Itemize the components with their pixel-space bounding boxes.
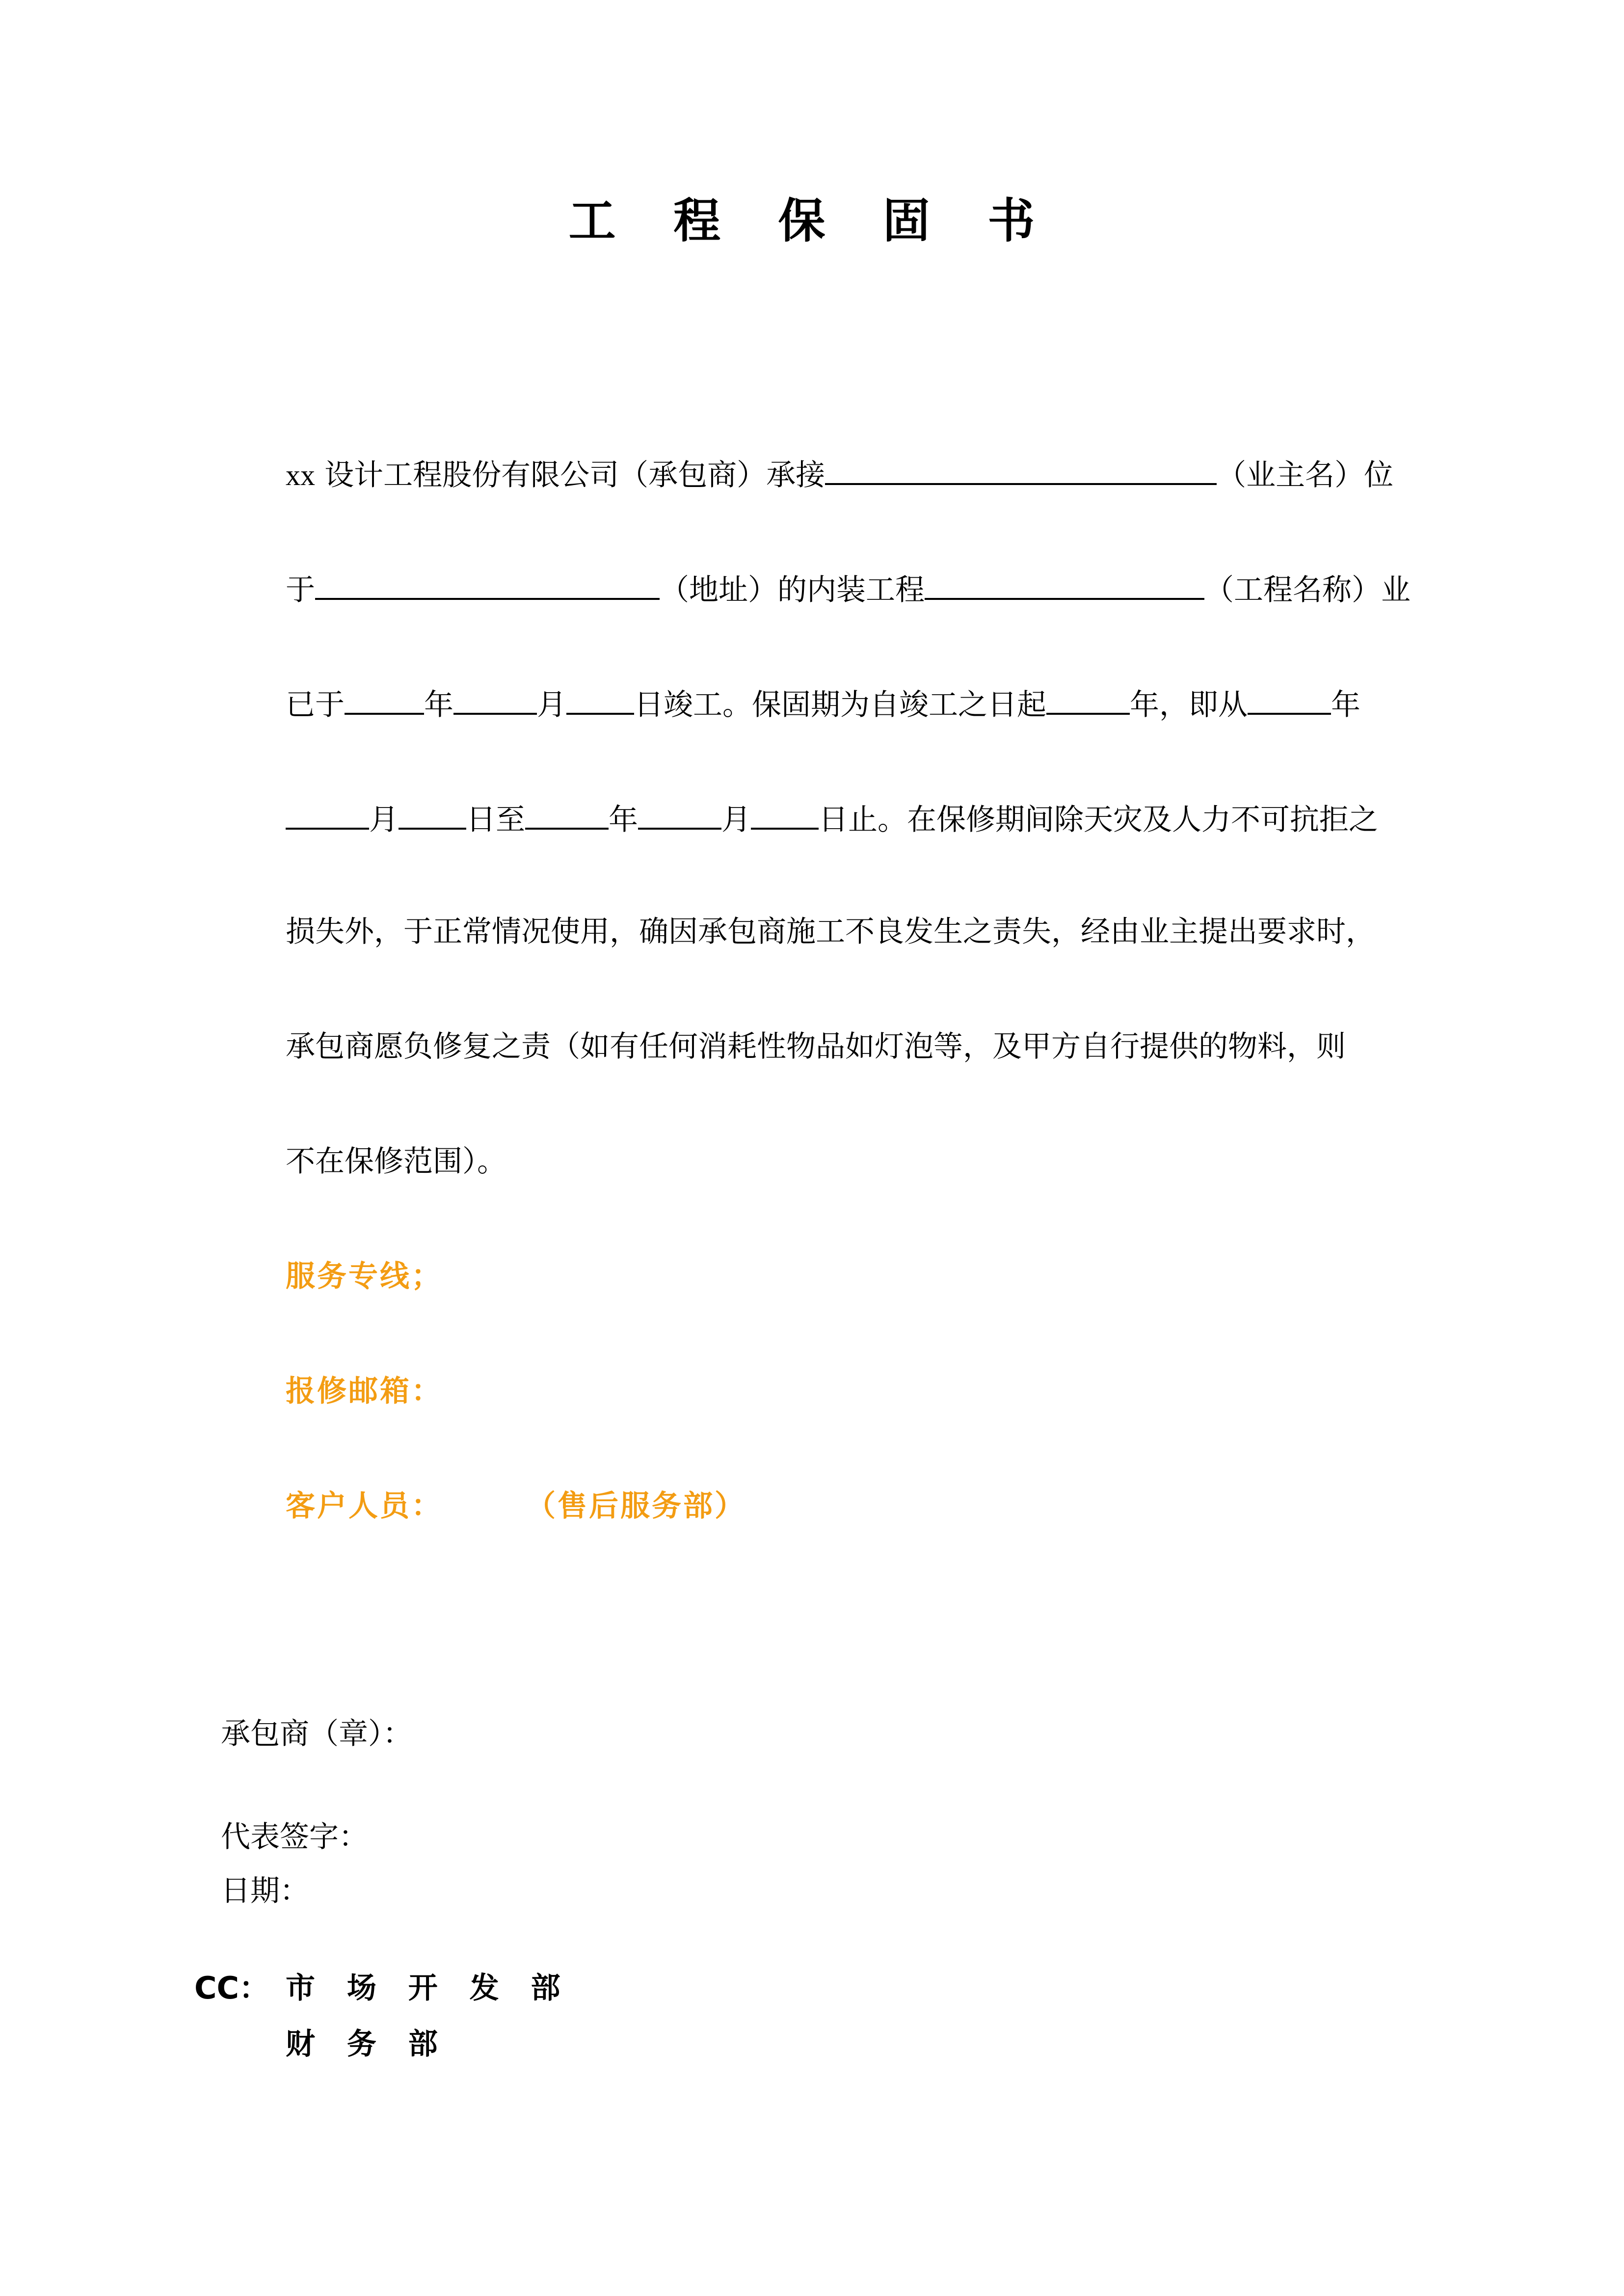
text-fragment: 月 bbox=[721, 803, 751, 837]
paragraph-line-4 bbox=[286, 797, 1378, 839]
paragraph-line-1 bbox=[286, 453, 1393, 495]
company-text: 设计工程股份有限公司（承包商）承接 bbox=[315, 458, 825, 492]
text-fragment: 年 bbox=[424, 688, 453, 722]
paragraph-line-6: 承包商愿负修复之责（如有任何消耗性物品如灯泡等，及甲方自行提供的物料，则 bbox=[286, 1029, 1346, 1064]
text-fragment: 于 bbox=[286, 573, 315, 607]
text-fragment: 日竣工。保固期为自竣工之日起 bbox=[634, 688, 1046, 722]
contractor-seal-label: 承包商（章）： bbox=[221, 1717, 412, 1751]
completion-month-blank bbox=[453, 682, 537, 715]
paragraph-line-2 bbox=[286, 567, 1411, 610]
paragraph-line-5: 损失外，于正常情况使用，确因承包商施工不良发生之责失，经由业主提出要求时， bbox=[286, 915, 1375, 949]
document-title: 工 程 保 固 书 bbox=[568, 193, 1056, 248]
text-fragment: 月 bbox=[369, 803, 399, 837]
paragraph-line-3 bbox=[286, 682, 1360, 725]
cc-label: CC： bbox=[194, 1970, 270, 2006]
representative-signature-label: 代表签字： bbox=[221, 1820, 368, 1854]
end-year-blank bbox=[525, 797, 609, 830]
text-fragment: 日止。在保修期间除天灾及人力不可抗拒之 bbox=[819, 803, 1378, 837]
warranty-years-blank bbox=[1046, 682, 1130, 715]
end-month-blank bbox=[638, 797, 721, 830]
start-month-blank bbox=[286, 797, 369, 830]
start-year-blank bbox=[1248, 682, 1331, 715]
text-fragment: 日至 bbox=[466, 803, 525, 837]
company-prefix: xx bbox=[286, 459, 315, 491]
text-fragment: 年 bbox=[1331, 688, 1360, 722]
owner-name-label: （业主名）位 bbox=[1217, 458, 1394, 492]
project-name-blank bbox=[925, 567, 1204, 600]
text-fragment: 月 bbox=[537, 688, 566, 722]
completion-day-blank bbox=[566, 682, 634, 715]
repair-email-label: 报修邮箱： bbox=[286, 1374, 443, 1408]
date-label: 日期： bbox=[221, 1874, 309, 1908]
address-blank bbox=[315, 567, 660, 600]
customer-staff-label: 客户人员： bbox=[286, 1489, 443, 1523]
after-sales-department: （售后服务部） bbox=[526, 1489, 746, 1523]
start-day-blank bbox=[399, 797, 466, 830]
cc-department-marketing: 市 场 开 发 部 bbox=[286, 1971, 571, 2005]
service-hotline-label: 服务专线； bbox=[286, 1259, 443, 1294]
text-fragment: 年，即从 bbox=[1130, 688, 1248, 722]
end-day-blank bbox=[751, 797, 819, 830]
project-name-label: （工程名称）业 bbox=[1204, 573, 1411, 607]
owner-name-blank bbox=[825, 453, 1217, 485]
text-fragment: 年 bbox=[609, 803, 638, 837]
paragraph-line-7: 不在保修范围）。 bbox=[286, 1144, 506, 1179]
text-fragment: 已于 bbox=[286, 688, 345, 722]
completion-year-blank bbox=[345, 682, 424, 715]
customer-staff-line bbox=[286, 1486, 746, 1526]
address-label: （地址）的内装工程 bbox=[660, 573, 925, 607]
cc-department-finance: 财 务 部 bbox=[286, 2027, 449, 2061]
